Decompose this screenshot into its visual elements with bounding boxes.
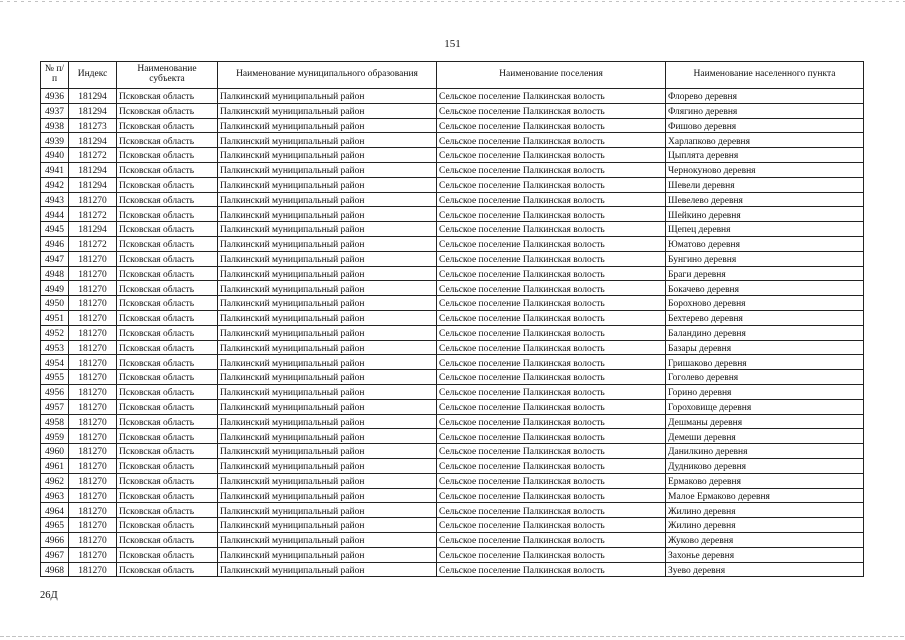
cell-locality: Малое Ермаково деревня — [666, 488, 864, 503]
cell-index: 181272 — [69, 148, 117, 163]
cell-municipality: Палкинский муниципальный район — [218, 473, 437, 488]
cell-number: 4952 — [41, 325, 69, 340]
cell-municipality: Палкинский муниципальный район — [218, 162, 437, 177]
cell-locality: Щепец деревня — [666, 222, 864, 237]
cell-index: 181270 — [69, 355, 117, 370]
header-cell-locality: Наименование населенного пункта — [666, 62, 864, 89]
cell-settlement: Сельское поселение Палкинская волость — [437, 384, 666, 399]
table-row — [41, 296, 864, 311]
table-row — [41, 133, 864, 148]
cell-settlement: Сельское поселение Палкинская волость — [437, 162, 666, 177]
cell-locality: Базары деревня — [666, 340, 864, 355]
cell-locality: Флягино деревня — [666, 103, 864, 118]
cell-index: 181270 — [69, 251, 117, 266]
cell-locality: Горино деревня — [666, 384, 864, 399]
table-row — [41, 503, 864, 518]
cell-index: 181270 — [69, 192, 117, 207]
cell-settlement: Сельское поселение Палкинская волость — [437, 532, 666, 547]
cell-number: 4959 — [41, 429, 69, 444]
cell-index: 181270 — [69, 562, 117, 577]
cell-settlement: Сельское поселение Палкинская волость — [437, 473, 666, 488]
table-row — [41, 251, 864, 266]
cell-index: 181270 — [69, 370, 117, 385]
cell-number: 4953 — [41, 340, 69, 355]
cell-number: 4967 — [41, 547, 69, 562]
cell-index: 181294 — [69, 103, 117, 118]
table-row — [41, 547, 864, 562]
cell-settlement: Сельское поселение Палкинская волость — [437, 325, 666, 340]
cell-number: 4944 — [41, 207, 69, 222]
cell-municipality: Палкинский муниципальный район — [218, 518, 437, 533]
cell-locality: Баландино деревня — [666, 325, 864, 340]
table-row — [41, 340, 864, 355]
cell-municipality: Палкинский муниципальный район — [218, 310, 437, 325]
cell-number: 4940 — [41, 148, 69, 163]
cell-number: 4954 — [41, 355, 69, 370]
cell-municipality: Палкинский муниципальный район — [218, 207, 437, 222]
cell-locality: Жилино деревня — [666, 503, 864, 518]
footer-code: 26Д — [40, 590, 58, 601]
cell-municipality: Палкинский муниципальный район — [218, 562, 437, 577]
cell-municipality: Палкинский муниципальный район — [218, 414, 437, 429]
cell-municipality: Палкинский муниципальный район — [218, 488, 437, 503]
cell-locality: Дешманы деревня — [666, 414, 864, 429]
cell-settlement: Сельское поселение Палкинская волость — [437, 177, 666, 192]
cell-settlement: Сельское поселение Палкинская волость — [437, 503, 666, 518]
table-row — [41, 429, 864, 444]
cell-index: 181270 — [69, 532, 117, 547]
cell-index: 181270 — [69, 399, 117, 414]
cell-index: 181270 — [69, 458, 117, 473]
cell-locality: Чернокуново деревня — [666, 162, 864, 177]
table-header — [41, 62, 864, 89]
cell-subject: Псковская область — [117, 296, 218, 311]
table-row — [41, 89, 864, 104]
cell-municipality: Палкинский муниципальный район — [218, 133, 437, 148]
cell-subject: Псковская область — [117, 384, 218, 399]
cell-subject: Псковская область — [117, 118, 218, 133]
cell-number: 4962 — [41, 473, 69, 488]
cell-locality: Харлапково деревня — [666, 133, 864, 148]
cell-index: 181270 — [69, 281, 117, 296]
cell-index: 181270 — [69, 518, 117, 533]
cell-settlement: Сельское поселение Палкинская волость — [437, 296, 666, 311]
cell-settlement: Сельское поселение Палкинская волость — [437, 133, 666, 148]
cell-number: 4966 — [41, 532, 69, 547]
header-row — [41, 62, 864, 89]
cell-index: 181270 — [69, 429, 117, 444]
cell-locality: Гороховище деревня — [666, 399, 864, 414]
cell-index: 181270 — [69, 296, 117, 311]
cell-municipality: Палкинский муниципальный район — [218, 384, 437, 399]
table-row — [41, 310, 864, 325]
cell-municipality: Палкинский муниципальный район — [218, 192, 437, 207]
table-row — [41, 518, 864, 533]
cell-locality: Флорево деревня — [666, 89, 864, 104]
cell-locality: Борохново деревня — [666, 296, 864, 311]
cell-number: 4950 — [41, 296, 69, 311]
cell-settlement: Сельское поселение Палкинская волость — [437, 562, 666, 577]
cell-municipality: Палкинский муниципальный район — [218, 251, 437, 266]
table-row — [41, 370, 864, 385]
cell-locality: Данилкино деревня — [666, 444, 864, 459]
cell-municipality: Палкинский муниципальный район — [218, 266, 437, 281]
cell-locality: Бехтерево деревня — [666, 310, 864, 325]
table-row — [41, 222, 864, 237]
cell-subject: Псковская область — [117, 192, 218, 207]
cell-locality: Жуково деревня — [666, 532, 864, 547]
cell-number: 4961 — [41, 458, 69, 473]
cell-locality: Бунгино деревня — [666, 251, 864, 266]
cell-subject: Псковская область — [117, 207, 218, 222]
cell-locality: Шевели деревня — [666, 177, 864, 192]
cell-locality: Жилино деревня — [666, 518, 864, 533]
cell-locality: Демеши деревня — [666, 429, 864, 444]
cell-number: 4951 — [41, 310, 69, 325]
cell-locality: Шевелево деревня — [666, 192, 864, 207]
cell-number: 4949 — [41, 281, 69, 296]
cell-subject: Псковская область — [117, 399, 218, 414]
cell-settlement: Сельское поселение Палкинская волость — [437, 192, 666, 207]
header-cell-index: Индекс — [69, 62, 117, 89]
cell-locality: Ермаково деревня — [666, 473, 864, 488]
cell-municipality: Палкинский муниципальный район — [218, 222, 437, 237]
cell-subject: Псковская область — [117, 414, 218, 429]
cell-subject: Псковская область — [117, 370, 218, 385]
cell-number: 4946 — [41, 236, 69, 251]
scan-edge-top — [0, 1, 905, 2]
cell-settlement: Сельское поселение Палкинская волость — [437, 370, 666, 385]
table-row — [41, 458, 864, 473]
cell-subject: Псковская область — [117, 266, 218, 281]
cell-index: 181294 — [69, 133, 117, 148]
cell-subject: Псковская область — [117, 532, 218, 547]
cell-settlement: Сельское поселение Палкинская волость — [437, 118, 666, 133]
cell-index: 181273 — [69, 118, 117, 133]
table-row — [41, 444, 864, 459]
cell-index: 181294 — [69, 222, 117, 237]
cell-municipality: Палкинский муниципальный район — [218, 444, 437, 459]
cell-index: 181270 — [69, 547, 117, 562]
cell-settlement: Сельское поселение Палкинская волость — [437, 310, 666, 325]
table-row — [41, 488, 864, 503]
cell-locality: Захонье деревня — [666, 547, 864, 562]
cell-number: 4963 — [41, 488, 69, 503]
cell-number: 4956 — [41, 384, 69, 399]
cell-municipality: Палкинский муниципальный район — [218, 532, 437, 547]
cell-settlement: Сельское поселение Палкинская волость — [437, 207, 666, 222]
cell-index: 181294 — [69, 89, 117, 104]
cell-index: 181270 — [69, 266, 117, 281]
cell-subject: Псковская область — [117, 547, 218, 562]
cell-subject: Псковская область — [117, 444, 218, 459]
cell-subject: Псковская область — [117, 458, 218, 473]
cell-settlement: Сельское поселение Палкинская волость — [437, 266, 666, 281]
table-row — [41, 266, 864, 281]
header-cell-subject: Наименование субъекта — [117, 62, 218, 89]
cell-settlement: Сельское поселение Палкинская волость — [437, 340, 666, 355]
table-row — [41, 162, 864, 177]
cell-settlement: Сельское поселение Палкинская волость — [437, 281, 666, 296]
cell-number: 4960 — [41, 444, 69, 459]
cell-municipality: Палкинский муниципальный район — [218, 547, 437, 562]
table-row — [41, 118, 864, 133]
cell-municipality: Палкинский муниципальный район — [218, 103, 437, 118]
cell-index: 181270 — [69, 325, 117, 340]
cell-index: 181272 — [69, 236, 117, 251]
cell-subject: Псковская область — [117, 340, 218, 355]
cell-subject: Псковская область — [117, 503, 218, 518]
cell-settlement: Сельское поселение Палкинская волость — [437, 518, 666, 533]
cell-settlement: Сельское поселение Палкинская волость — [437, 148, 666, 163]
cell-number: 4965 — [41, 518, 69, 533]
cell-municipality: Палкинский муниципальный район — [218, 340, 437, 355]
cell-locality: Гришаково деревня — [666, 355, 864, 370]
table-row — [41, 177, 864, 192]
cell-municipality: Палкинский муниципальный район — [218, 281, 437, 296]
cell-municipality: Палкинский муниципальный район — [218, 148, 437, 163]
cell-number: 4947 — [41, 251, 69, 266]
table-row — [41, 414, 864, 429]
cell-settlement: Сельское поселение Палкинская волость — [437, 222, 666, 237]
table-row — [41, 103, 864, 118]
cell-locality: Зуево деревня — [666, 562, 864, 577]
cell-locality: Гоголево деревня — [666, 370, 864, 385]
table-row — [41, 384, 864, 399]
cell-subject: Псковская область — [117, 488, 218, 503]
cell-subject: Псковская область — [117, 310, 218, 325]
cell-settlement: Сельское поселение Палкинская волость — [437, 444, 666, 459]
cell-subject: Псковская область — [117, 562, 218, 577]
cell-locality: Юматово деревня — [666, 236, 864, 251]
table-row — [41, 562, 864, 577]
cell-settlement: Сельское поселение Палкинская волость — [437, 488, 666, 503]
scan-edge-bottom — [0, 636, 905, 637]
cell-subject: Псковская область — [117, 325, 218, 340]
cell-number: 4943 — [41, 192, 69, 207]
cell-index: 181294 — [69, 162, 117, 177]
cell-number: 4942 — [41, 177, 69, 192]
cell-locality: Дудниково деревня — [666, 458, 864, 473]
cell-subject: Псковская область — [117, 89, 218, 104]
cell-locality: Браги деревня — [666, 266, 864, 281]
cell-number: 4948 — [41, 266, 69, 281]
cell-municipality: Палкинский муниципальный район — [218, 325, 437, 340]
cell-number: 4958 — [41, 414, 69, 429]
cell-subject: Псковская область — [117, 518, 218, 533]
cell-subject: Псковская область — [117, 473, 218, 488]
cell-subject: Псковская область — [117, 103, 218, 118]
cell-index: 181272 — [69, 207, 117, 222]
cell-subject: Псковская область — [117, 177, 218, 192]
cell-locality: Бокачево деревня — [666, 281, 864, 296]
table-row — [41, 236, 864, 251]
table-body — [41, 89, 864, 577]
cell-settlement: Сельское поселение Палкинская волость — [437, 236, 666, 251]
cell-index: 181270 — [69, 488, 117, 503]
cell-municipality: Палкинский муниципальный район — [218, 399, 437, 414]
table-row — [41, 192, 864, 207]
cell-municipality: Палкинский муниципальный район — [218, 503, 437, 518]
cell-index: 181270 — [69, 310, 117, 325]
cell-municipality: Палкинский муниципальный район — [218, 429, 437, 444]
cell-settlement: Сельское поселение Палкинская волость — [437, 355, 666, 370]
cell-locality: Фишово деревня — [666, 118, 864, 133]
cell-index: 181270 — [69, 340, 117, 355]
cell-index: 181270 — [69, 384, 117, 399]
cell-settlement: Сельское поселение Палкинская волость — [437, 89, 666, 104]
cell-municipality: Палкинский муниципальный район — [218, 296, 437, 311]
cell-locality: Шейкино деревня — [666, 207, 864, 222]
table-row — [41, 281, 864, 296]
header-cell-number: № п/п — [41, 62, 69, 89]
cell-municipality: Палкинский муниципальный район — [218, 177, 437, 192]
table-row — [41, 148, 864, 163]
cell-municipality: Палкинский муниципальный район — [218, 458, 437, 473]
cell-settlement: Сельское поселение Палкинская волость — [437, 103, 666, 118]
cell-municipality: Палкинский муниципальный район — [218, 370, 437, 385]
table-row — [41, 325, 864, 340]
table-row — [41, 399, 864, 414]
cell-subject: Псковская область — [117, 281, 218, 296]
cell-number: 4955 — [41, 370, 69, 385]
cell-subject: Псковская область — [117, 236, 218, 251]
cell-number: 4964 — [41, 503, 69, 518]
cell-settlement: Сельское поселение Палкинская волость — [437, 547, 666, 562]
cell-subject: Псковская область — [117, 355, 218, 370]
cell-number: 4968 — [41, 562, 69, 577]
cell-municipality: Палкинский муниципальный район — [218, 236, 437, 251]
settlements-table — [40, 61, 864, 577]
table-row — [41, 532, 864, 547]
cell-settlement: Сельское поселение Палкинская волость — [437, 429, 666, 444]
table-row — [41, 355, 864, 370]
cell-municipality: Палкинский муниципальный район — [218, 118, 437, 133]
page-number: 151 — [444, 38, 461, 50]
cell-subject: Псковская область — [117, 162, 218, 177]
cell-settlement: Сельское поселение Палкинская волость — [437, 414, 666, 429]
cell-locality: Цыплята деревня — [666, 148, 864, 163]
header-cell-municipality: Наименование муниципального образования — [218, 62, 437, 89]
table-row — [41, 473, 864, 488]
cell-settlement: Сельское поселение Палкинская волость — [437, 251, 666, 266]
cell-index: 181270 — [69, 473, 117, 488]
cell-number: 4941 — [41, 162, 69, 177]
cell-municipality: Палкинский муниципальный район — [218, 89, 437, 104]
cell-number: 4957 — [41, 399, 69, 414]
cell-subject: Псковская область — [117, 148, 218, 163]
cell-index: 181270 — [69, 444, 117, 459]
table-row — [41, 207, 864, 222]
cell-number: 4937 — [41, 103, 69, 118]
cell-settlement: Сельское поселение Палкинская волость — [437, 399, 666, 414]
cell-number: 4945 — [41, 222, 69, 237]
cell-subject: Псковская область — [117, 133, 218, 148]
cell-subject: Псковская область — [117, 251, 218, 266]
cell-subject: Псковская область — [117, 429, 218, 444]
cell-index: 181270 — [69, 503, 117, 518]
cell-municipality: Палкинский муниципальный район — [218, 355, 437, 370]
cell-settlement: Сельское поселение Палкинская волость — [437, 458, 666, 473]
cell-subject: Псковская область — [117, 222, 218, 237]
cell-number: 4938 — [41, 118, 69, 133]
cell-number: 4939 — [41, 133, 69, 148]
cell-index: 181270 — [69, 414, 117, 429]
header-cell-settlement: Наименование поселения — [437, 62, 666, 89]
cell-index: 181294 — [69, 177, 117, 192]
cell-number: 4936 — [41, 89, 69, 104]
